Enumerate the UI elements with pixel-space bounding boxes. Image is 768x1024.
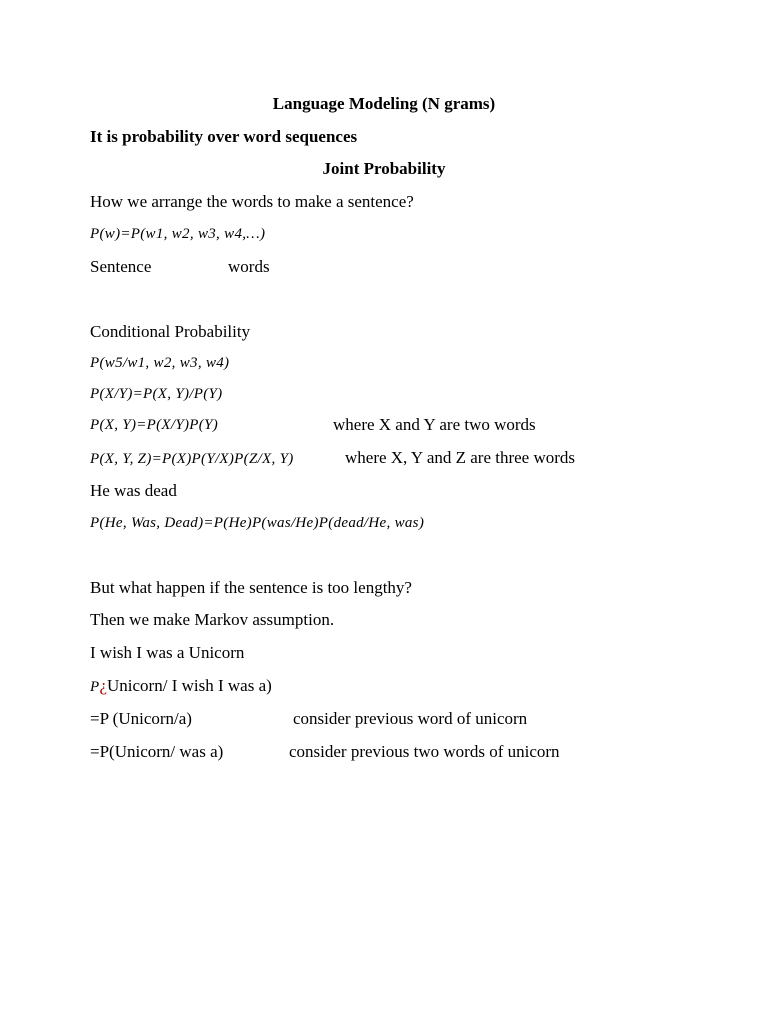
sentence-label: Sentence [90,257,152,276]
three-words-note: where X, Y and Z are three words [345,448,576,467]
approximation-1-note: consider previous word of unicorn [293,709,528,728]
conditional-equation-1: P(w5/w1, w2, w3, w4) [90,355,230,371]
two-words-note: where X and Y are two words [333,415,536,434]
unicorn-condition: Unicorn/ I wish I was a) [107,676,272,695]
approximation-1: =P (Unicorn/a) [90,709,192,728]
approximation-2: =P(Unicorn/ was a) [90,742,224,761]
approximation-2-note: consider previous two words of unicorn [289,742,560,761]
unicorn-probability [90,676,272,697]
example-equation: P(He, Was, Dead)=P(He)P(was/He)P(dead/He, was) [90,515,425,531]
conditional-probability-heading: Conditional Probability [90,322,251,341]
unicorn-p-symbol: P [90,679,100,695]
joint-equation: P(w)=P(w1, w2, w3, w4,…) [90,226,266,242]
example-sentence: He was dead [90,481,177,500]
joint-probability-heading: Joint Probability [322,159,446,178]
unicorn-glyph: ¿ [99,676,108,695]
arrange-question: How we arrange the words to make a sentence? [90,192,414,211]
words-label: words [228,257,270,276]
markov-assumption-text: Then we make Markov assumption. [90,610,335,629]
subtitle: It is probability over word sequences [90,127,358,146]
document-title: Language Modeling (N grams) [272,94,496,113]
conditional-equation-2: P(X/Y)=P(X, Y)/P(Y) [90,386,223,402]
lengthy-question: But what happen if the sentence is too lengthy? [90,578,412,597]
unicorn-sentence: I wish I was a Unicorn [90,643,245,662]
conditional-equation-3: P(X, Y)=P(X/Y)P(Y) [90,417,218,433]
conditional-equation-4: P(X, Y, Z)=P(X)P(Y/X)P(Z/X, Y) [90,451,294,467]
